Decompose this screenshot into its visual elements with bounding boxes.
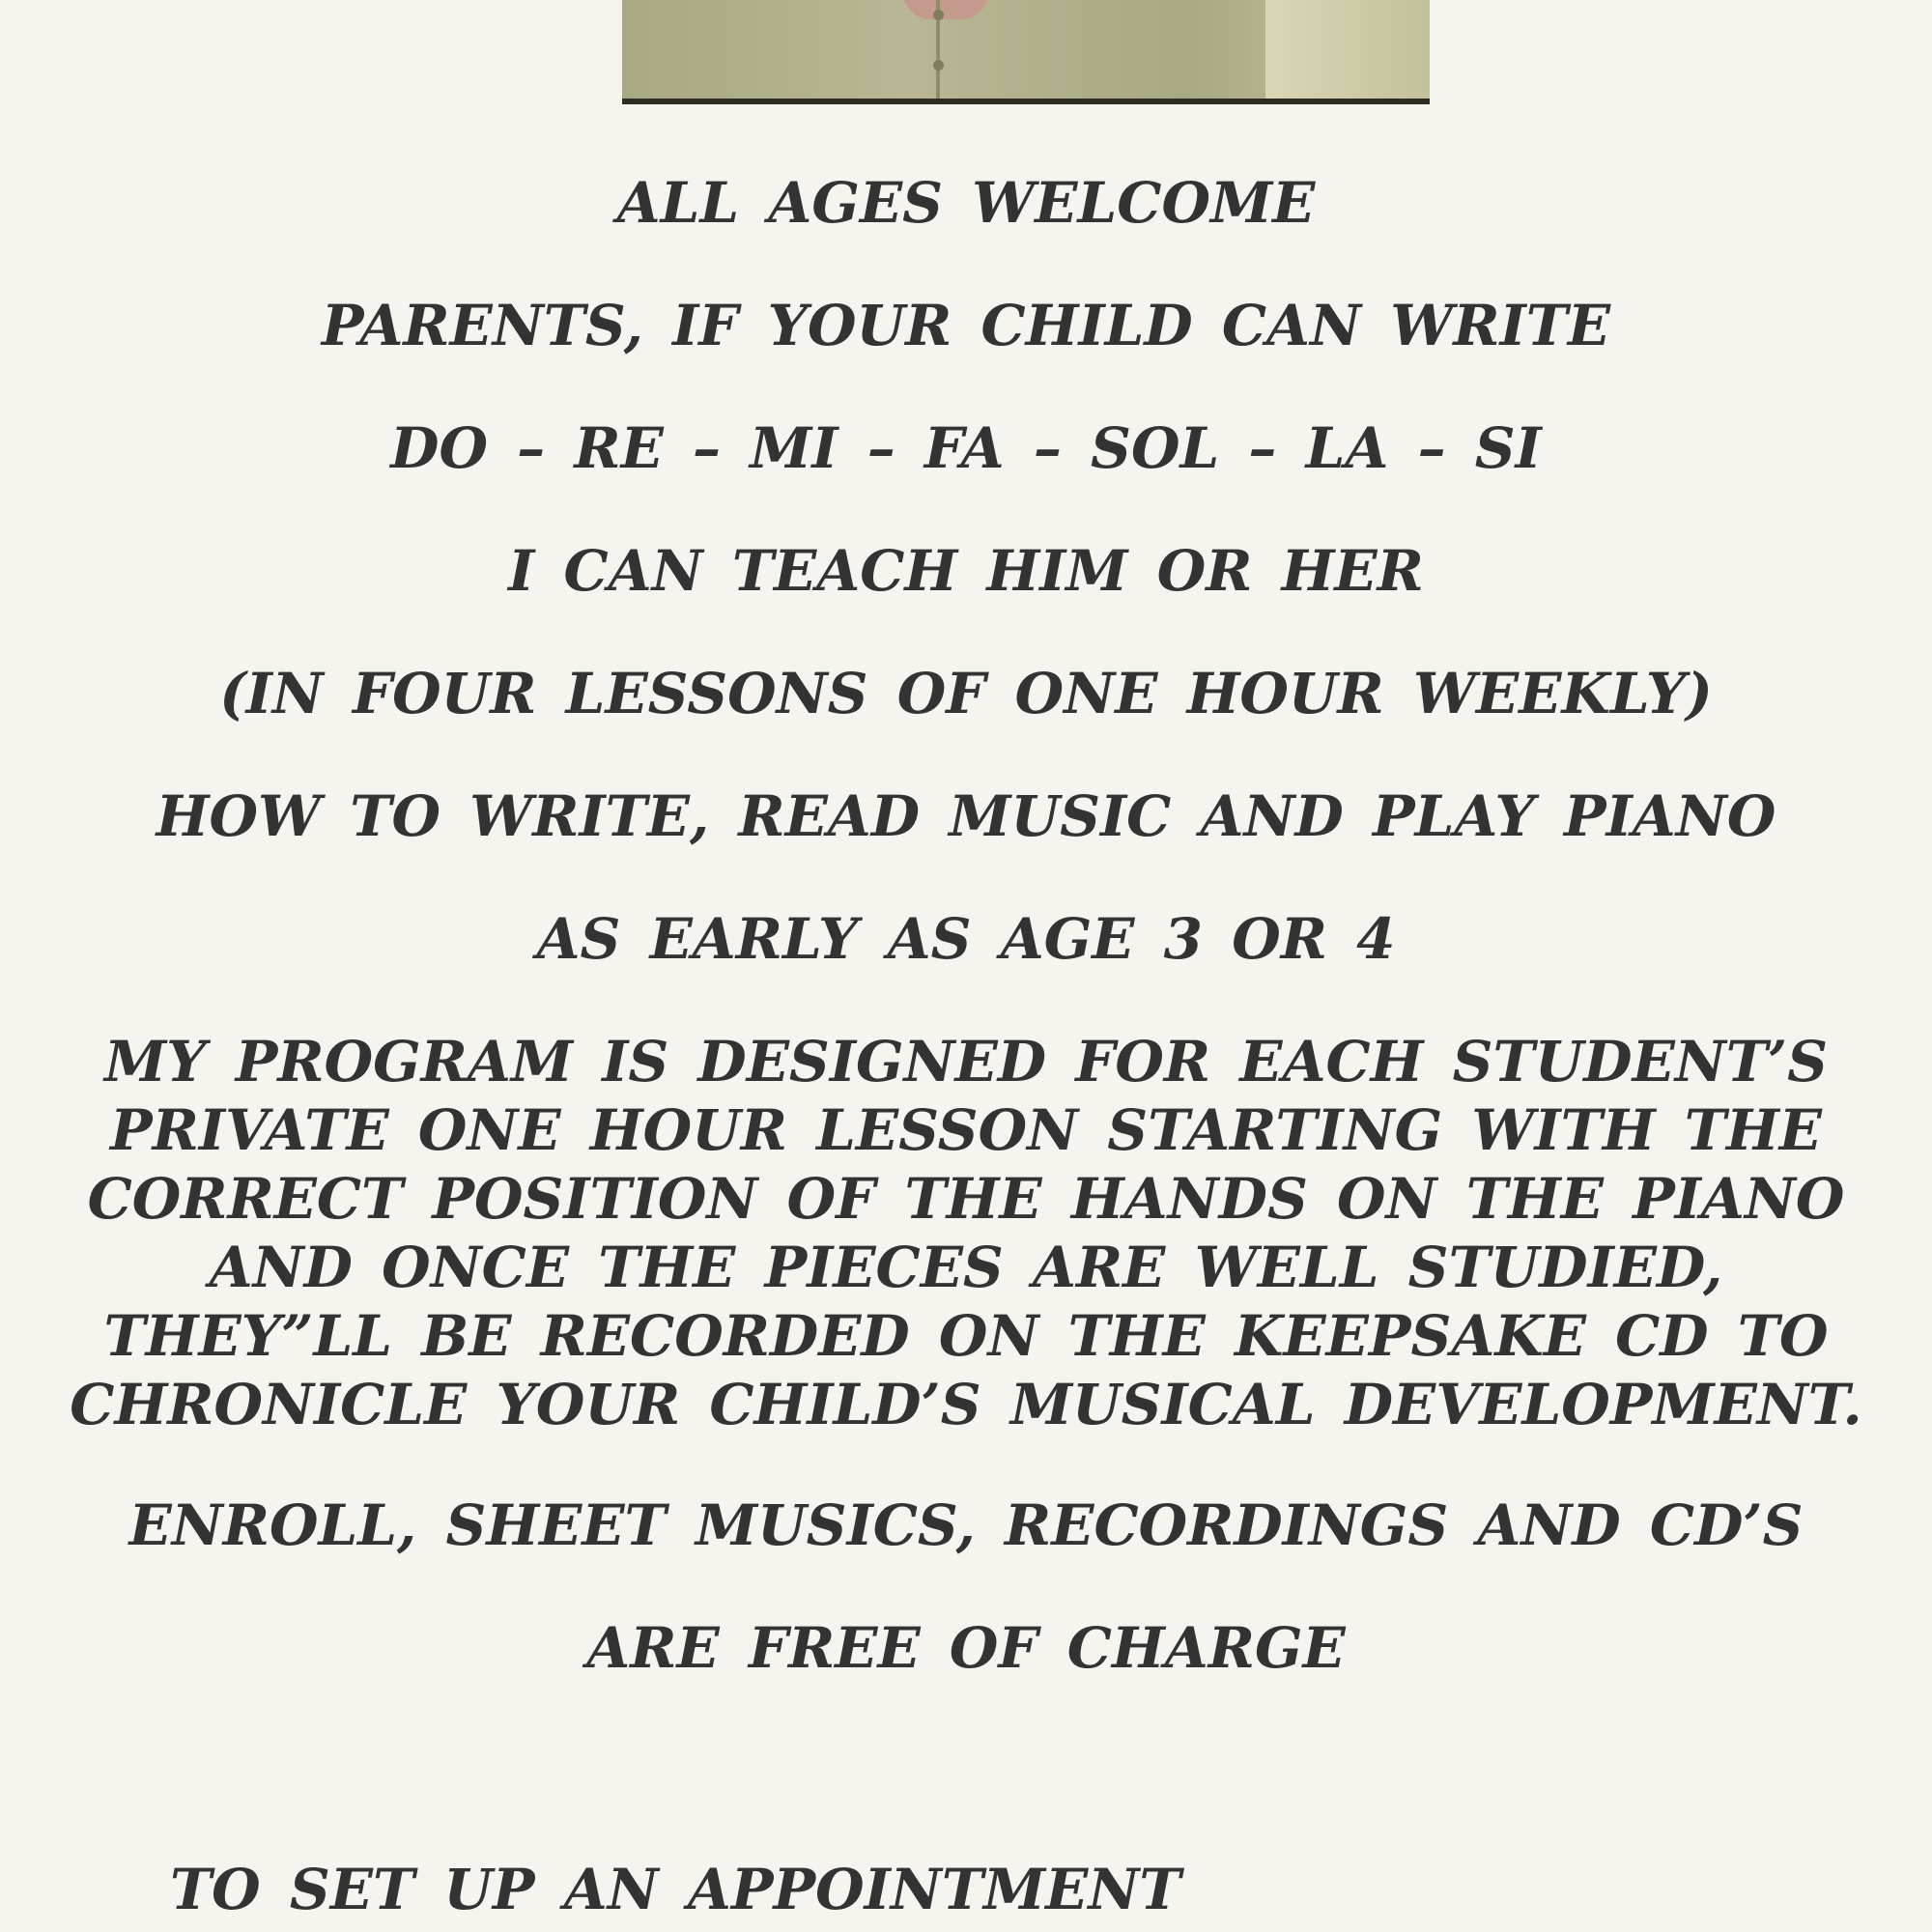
- photo-shadow: [622, 99, 1430, 104]
- text-line-teach: I CAN TEACH HIM OR HER: [508, 538, 1424, 604]
- photo-chair: [1265, 0, 1430, 104]
- text-line-early-age: AS EARLY AS AGE 3 OR 4: [536, 906, 1396, 972]
- program-line: MY PROGRAM IS DESIGNED FOR EACH STUDENT’S: [103, 1029, 1829, 1094]
- text-line-appointment: TO SET UP AN APPOINTMENT: [170, 1857, 1181, 1922]
- text-line-all-ages: ALL AGES WELCOME: [616, 170, 1316, 236]
- program-line: CHRONICLE YOUR CHILD’S MUSICAL DEVELOPMENT.: [70, 1372, 1862, 1437]
- program-paragraph: [0, 1028, 1932, 1439]
- text-line-enroll: ENROLL, SHEET MUSICS, RECORDINGS AND CD’S: [128, 1492, 1804, 1558]
- program-line: THEY”LL BE RECORDED ON THE KEEPSAKE CD TO: [103, 1303, 1829, 1369]
- teacher-photo: [622, 0, 1430, 104]
- program-line: CORRECT POSITION OF THE HANDS ON THE PIANO: [87, 1166, 1845, 1232]
- text-line-solfege: DO – RE – MI – FA – SOL – LA – SI: [390, 415, 1542, 481]
- program-line: PRIVATE ONE HOUR LESSON STARTING WITH THE: [110, 1097, 1822, 1163]
- text-line-how-to: HOW TO WRITE, READ MUSIC AND PLAY PIANO: [156, 783, 1776, 849]
- text-line-parents: PARENTS, IF YOUR CHILD CAN WRITE: [321, 293, 1611, 358]
- photo-button: [933, 60, 944, 71]
- text-line-lessons: (IN FOUR LESSONS OF ONE HOUR WEEKLY): [219, 661, 1713, 726]
- program-line: AND ONCE THE PIECES ARE WELL STUDIED,: [209, 1235, 1723, 1300]
- photo-button: [933, 10, 944, 20]
- text-line-free: ARE FREE OF CHARGE: [586, 1615, 1346, 1681]
